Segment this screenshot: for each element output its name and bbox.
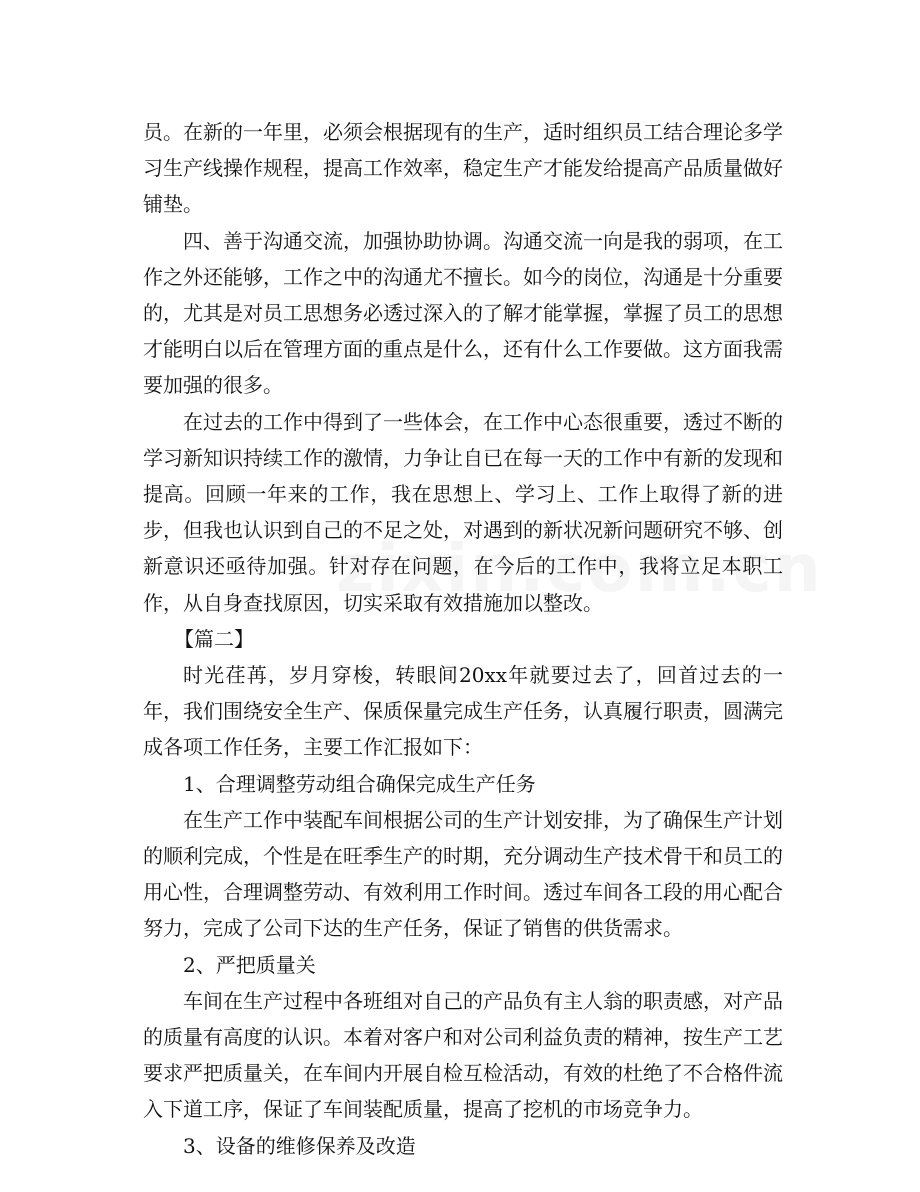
document-body (143, 114, 783, 1164)
paragraph-quality: 车间在生产过程中各班组对自己的产品负有主人翁的职责感，对产品的质量有高度的认识。本着对客户和对公司利益负责的精神，按生产工艺要求严把质量关，在车间内开展自检互检活动，有效的杜绝了不合格件流入下道工序，保证了车间装配质量，提高了挖机的市场竞争力。 (143, 988, 783, 1122)
paragraph-1: 员。在新的一年里，必须会根据现有的生产，适时组织员工结合理论多学习生产线操作规程，提高工作效率，稳定生产才能发给提高产品质量做好铺垫。 (143, 120, 783, 217)
paragraph-3: 在过去的工作中得到了一些体会，在工作中心态很重要，透过不断的学习新知识持续工作的激情，力争让自已在每一天的工作中有新的发现和提高。回顾一年来的工作，我在思想上、学习上、工作上取得了新的进步，但我也认识到自己的不足之处，对遇到的新状况新问题研究不够、创新意识还亟待加强。针对存在问题，在今后的工作中，我将立足本职工作，从自身查找原因，切实采取有效措施加以整改。 (143, 409, 783, 615)
subheading-2: 2、严把质量关 (183, 952, 316, 977)
section-heading: 【篇二】 (174, 626, 254, 651)
paragraph-production: 在生产工作中装配车间根据公司的生产计划安排，为了确保生产计划的顺利完成，个性是在旺季生产的时期，充分调动生产技术骨干和员工的用心性，合理调整劳动、有效利用工作时间。透过车间各工段的用心配合努力，完成了公司下达的生产任务，保证了销售的供货需求。 (143, 807, 783, 941)
subheading-3: 3、设备的维修保养及改造 (183, 1133, 416, 1158)
paragraph-2: 四、善于沟通交流，加强协助协调。沟通交流一向是我的弱项，在工作之外还能够，工作之中的沟通尤不擅长。如今的岗位，沟通是十分重要的，尤其是对员工思想务必透过深入的了解才能掌握，掌握了员工的思想才能明白以后在管理方面的重点是什么，还有什么工作要做。这方面我需要加强的很多。 (143, 228, 783, 398)
paragraph-intro: 时光荏苒，岁月穿梭，转眼间20xx年就要过去了，回首过去的一年，我们围绕安全生产、保质保量完成生产任务，认真履行职责，圆满完成各项工作任务，主要工作汇报如下： (143, 663, 783, 760)
subheading-1: 1、合理调整劳动组合确保完成生产任务 (183, 771, 536, 796)
